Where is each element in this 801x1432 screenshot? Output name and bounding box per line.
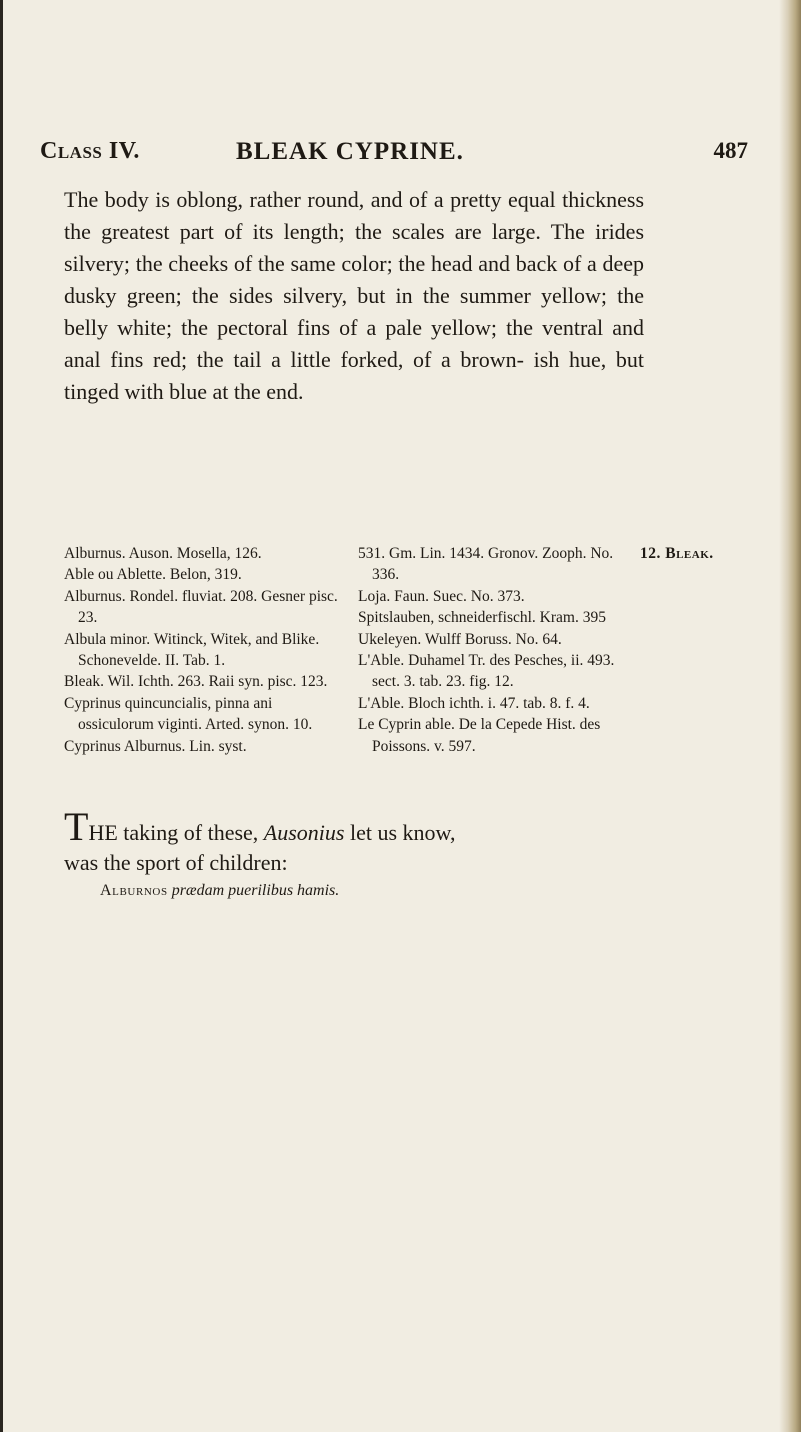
description-paragraph <box>64 184 644 408</box>
closing-line-2: was the sport of children: <box>64 850 288 875</box>
synonym-entry: Alburnus. Rondel. fluviat. 208. Gesner pisc. 23. <box>64 587 338 627</box>
quote-caps-word: Alburnos <box>100 882 168 899</box>
page-binding-edge <box>0 0 3 1432</box>
synonym-entry: Alburnus. Auson. Mosella, 126. <box>64 545 262 562</box>
page-number: 487 <box>713 138 748 163</box>
synonym-entry: Albula minor. Witinck, Witek, and Blike. Schonevelde. II. Tab. 1. <box>64 630 320 670</box>
synonymy-left-column <box>64 543 338 757</box>
species-margin-note: 12. Bleak. <box>640 545 714 562</box>
description-line: but in the summer yellow; the belly white; the <box>64 283 645 340</box>
synonym-entry: Spitslauben, schneiderfischl. Kram. 395 <box>358 609 606 627</box>
author-name: Ausonius <box>263 820 345 845</box>
class-label: Class IV. <box>40 138 140 164</box>
species-title: BLEAK CYPRINE. <box>236 138 464 165</box>
synonym-entry: 531. Gm. Lin. 1434. Gronov. Zooph. No. 336. <box>358 545 614 584</box>
page-fore-edge <box>779 0 801 1432</box>
running-header <box>40 138 748 172</box>
description-line: pectoral fins of a pale yellow; the ventral and <box>217 315 644 340</box>
drop-cap: T <box>64 804 89 849</box>
description-line: anal fins red; the tail a little forked, of a brown- <box>64 347 524 372</box>
synonym-entry: Cyprinus quincuncialis, pinna ani ossiculorum viginti. Arted. synon. 10. <box>64 694 313 734</box>
synonym-entry: Cyprinus Alburnus. Lin. syst. <box>64 737 247 755</box>
description-line: The body is oblong, rather round, and of a <box>64 187 444 212</box>
closing-text-end: let us know, <box>344 820 456 845</box>
closing-paragraph <box>64 804 654 878</box>
description-line: back of a deep dusky green; the sides silvery, <box>64 251 645 308</box>
synonym-entry: Ukeleyen. Wulff Boruss. No. 64. <box>358 630 562 648</box>
closing-text-start: HE taking of these, <box>88 820 264 845</box>
description-line: length; the scales are large. The irides silvery; <box>64 219 645 276</box>
description-line: ish hue, but tinged with blue at the end. <box>64 347 644 404</box>
synonym-entry: Able ou Ablette. Belon, 319. <box>64 566 242 584</box>
synonym-entry: L'Able. Bloch ichth. i. 47. tab. 8. f. 4. <box>358 694 590 712</box>
synonym-entry: L'Able. Duhamel Tr. des Pesches, ii. 493. sect. 3. tab. 23. fig. 12. <box>358 652 615 691</box>
synonym-entry: Loja. Faun. Suec. No. 373. <box>358 587 525 605</box>
synonym-entry: Le Cyprin able. De la Cepede Hist. des Poissons. v. 597. <box>358 716 601 755</box>
latin-quotation <box>100 882 339 900</box>
description-line: the cheeks of the same color; the head and <box>135 251 511 276</box>
synonym-entry: Bleak. Wil. Ichth. 263. Raii syn. pisc. 123. <box>64 673 328 691</box>
quote-text: prædam puerilibus hamis. <box>167 882 340 899</box>
description-line: pretty equal thickness the greatest part of its <box>64 187 645 244</box>
synonymy-right-column <box>358 543 630 757</box>
